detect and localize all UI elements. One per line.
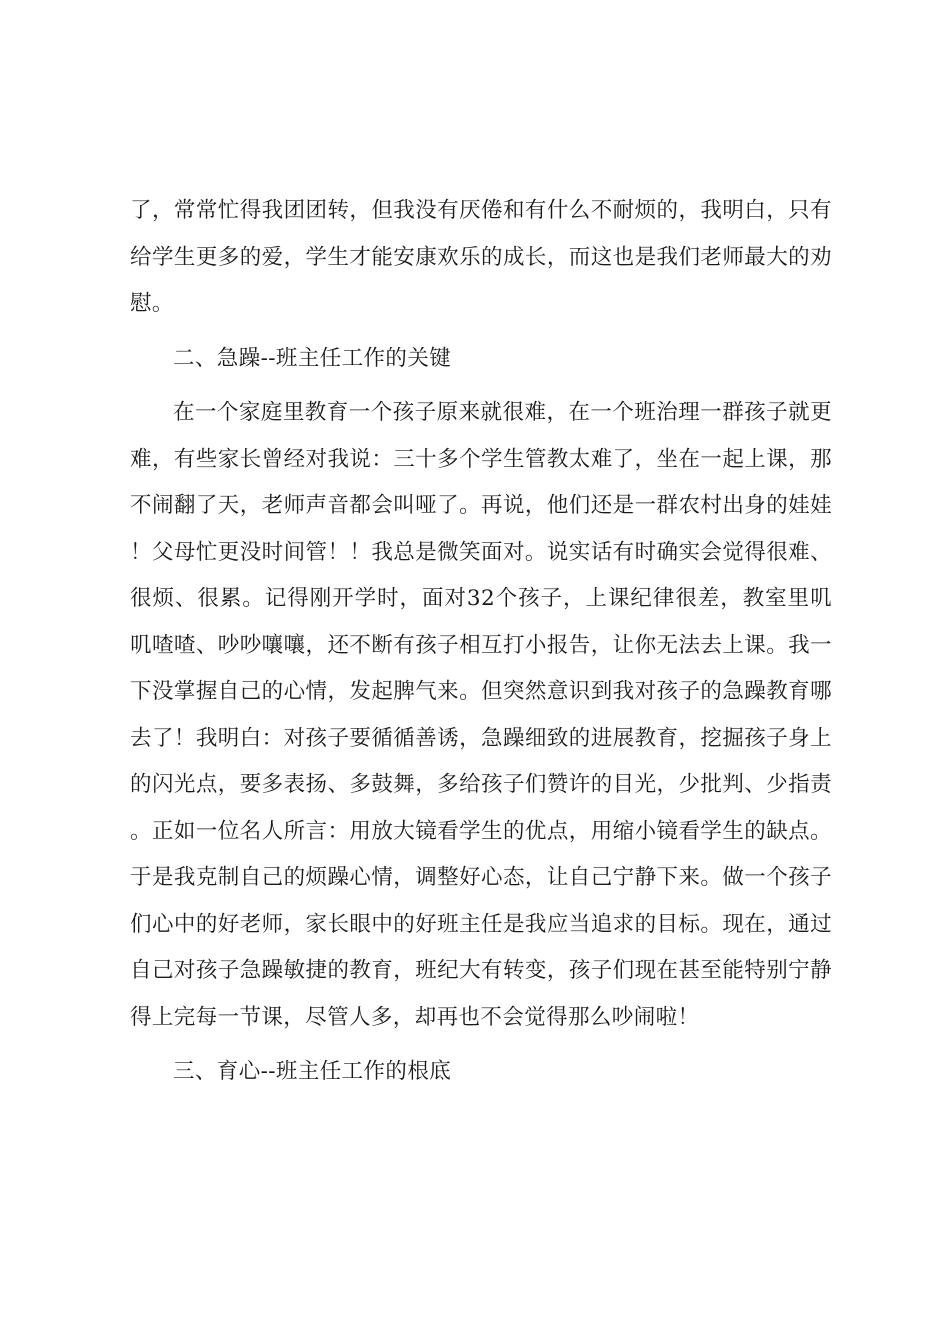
document-body bbox=[130, 188, 832, 1096]
paragraph-section-2-body: 在一个家庭里教育一个孩子原来就很难，在一个班治理一群孩子就更难，有些家长曾经对我说：三十多个学生管教太难了，坐在一起上课，那不闹翻了天，老师声音都会叫哑了。再说，他们还是一群农村出身的娃娃！父母忙更没时间管！！我总是微笑面对。说实话有时确实会觉得很难、很烦、很累。记得刚开学时，面对32个孩子，上课纪律很差，教室里叽叽喳喳、吵吵嚷嚷，还不断有孩子相互打小报告，让你无法去上课。我一下没掌握自己的心情，发起脾气来。但突然意识到我对孩子的急躁教育哪去了！我明白：对孩子要循循善诱，急躁细致的进展教育，挖掘孩子身上的闪光点，要多表扬、多鼓舞，多给孩子们赞许的目光，少批判、少指责。正如一位名人所言：用放大镜看学生的优点，用缩小镜看学生的缺点。于是我克制自己的烦躁心情，调整好心态，让自己宁静下来。做一个孩子们心中的好老师，家长眼中的好班主任是我应当追求的目标。现在，通过自己对孩子急躁敏捷的教育，班纪大有转变，孩子们现在甚至能特别宁静得上完每一节课，尽管人多，却再也不会觉得那么吵闹啦！ bbox=[130, 400, 832, 1030]
paragraph-continuation: 了，常常忙得我团团转，但我没有厌倦和有什么不耐烦的，我明白，只有给学生更多的爱，学生才能安康欢乐的成长，而这也是我们老师最大的劝慰。 bbox=[130, 198, 832, 316]
section-heading-3: 三、育心--班主任工作的根底 bbox=[173, 1059, 452, 1084]
section-heading-2: 二、急躁--班主任工作的关键 bbox=[173, 345, 452, 371]
